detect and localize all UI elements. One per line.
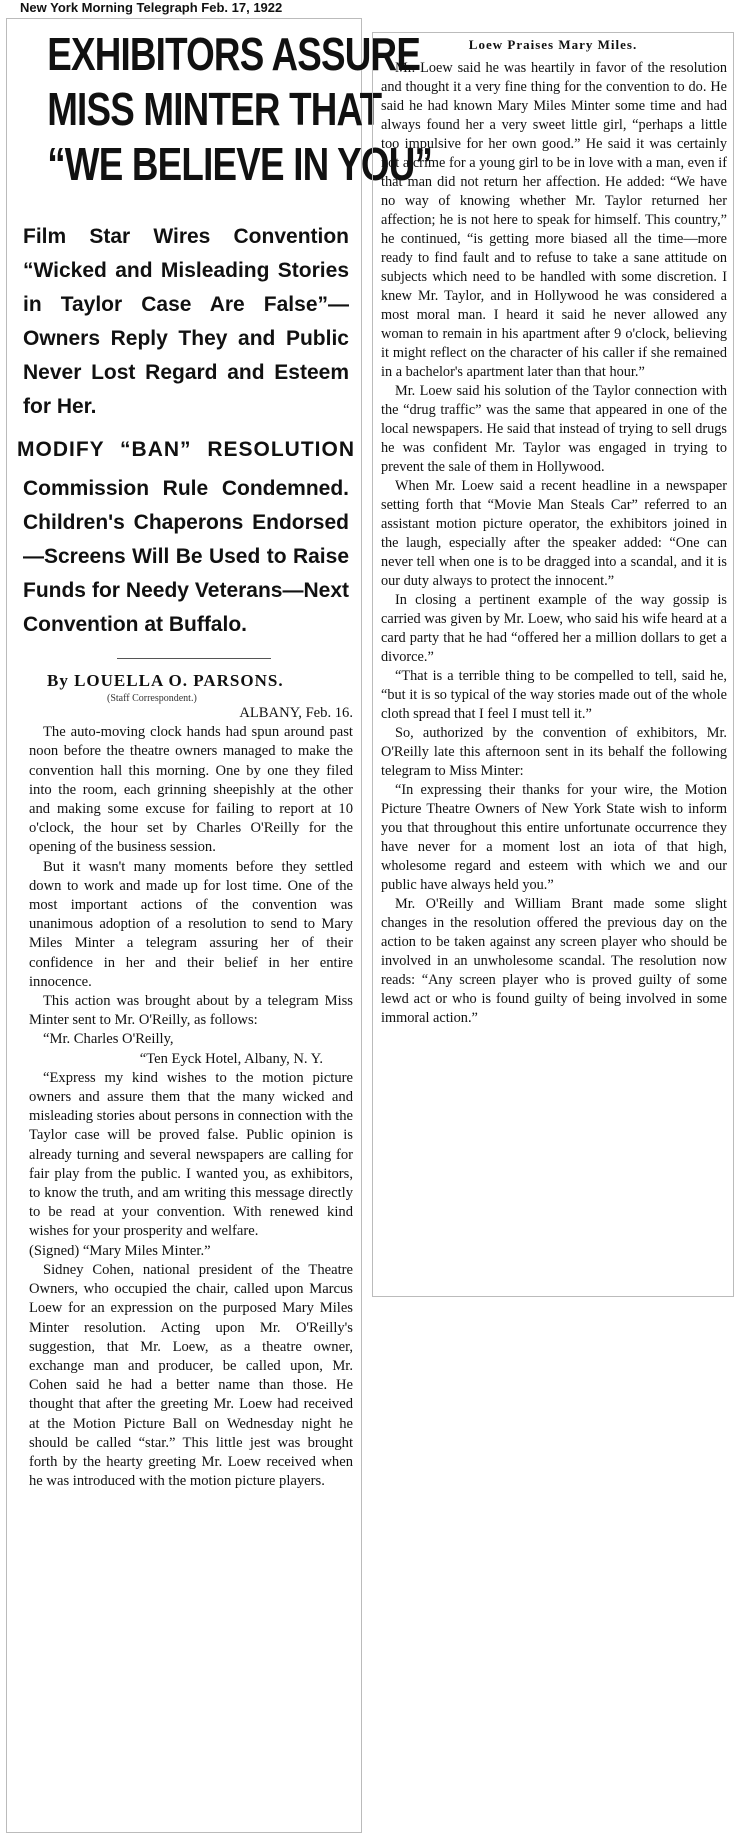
paragraph: Mr. Loew said his solution of the Taylor connection with the “drug traffic” was the same that appeared in one of the local newspapers. He said that instead of trying to sell drugs he was confident Mr. Taylor was engaged in trying to prevent the sale of them in Hollywood. xyxy=(381,383,727,475)
right-subhead: Loew Praises Mary Miles. xyxy=(468,37,638,52)
paragraph: Mr. O'Reilly and William Brant made some slight changes in the resolution offered the previous day on the action to be taken against any screen player who should be involved in an unwholesome scandal. The resolution now reads: “Any screen player who is proved guilty of some lewd act or who is found guilty of being involved in some immoral action.” xyxy=(381,896,727,1026)
left-column xyxy=(6,18,433,1833)
headline-line-2: MISS MINTER THAT xyxy=(47,83,382,135)
deck-2: Commission Rule Condemned. Children's Chaperons Endorsed—Screens Will Be Used to Raise Funds for Needy Veterans—Next Convention at Buffalo. xyxy=(23,477,349,636)
staff-correspondent: (Staff Correspondent.) xyxy=(107,693,197,704)
divider xyxy=(117,658,271,659)
telegram-address: “Ten Eyck Hotel, Albany, N. Y. xyxy=(139,1050,323,1067)
paragraph: “That is a terrible thing to be compelled to tell, said he, “but it is so typical of the way stories made out of the whole cloth spread that I feel I must tell it.” xyxy=(381,668,727,722)
telegram-to: “Mr. Charles O'Reilly, xyxy=(43,1031,174,1048)
paragraph: Sidney Cohen, national president of the Theatre Owners, who occupied the chair, called upon Marcus Loew for an expression on the purposed Mary Miles Minter resolution. Acting upon Mr. O'Reilly's suggestion, that Mr. Loew, as a theatre owner, exchange man and producer, be called upon, Mr. Cohen said he had a better name than those. He thought that after the greeting Mr. Loew had received at the Motion Picture Ball on Wednesday night he should be called “star.” This little jest was brought forth by the hearty greeting Mr. Loew received when he was introduced with the motion picture players. xyxy=(29,1261,353,1490)
right-body xyxy=(381,59,727,1028)
right-column xyxy=(372,32,734,1297)
paragraph: This action was brought about by a telegram Miss Minter sent to Mr. O'Reilly, as follows: xyxy=(29,993,353,1029)
deck-2-head: MODIFY “BAN” RESOLUTION xyxy=(17,438,355,461)
deck-1: Film Star Wires Convention “Wicked and Misleading Stories in Taylor Case Are False”—Owners Reply They and Public Never Lost Regard and Esteem for Her. xyxy=(23,225,349,418)
telegram-body: “Express my kind wishes to the motion picture owners and assure them that the many wicked and misleading stories about persons in connection with the Taylor case will be proved false. Public opinion is already turning and several newspapers are calling for fair play from the public. I wanted you, as exhibitors, to know the truth, and am writing this message directly to be read at your convention. With renewed kind wishes for your prosperity and welfare. xyxy=(29,1069,353,1240)
left-body xyxy=(29,704,353,1491)
paragraph: But it wasn't many moments before they settled down to work and made up for lost time. One of the most important actions of the convention was unanimous adoption of a resolution to send to Mary Miles Minter a telegram assuring her of their confidence in her and their belief in her entire innocence. xyxy=(29,858,353,990)
paragraph: In closing a pertinent example of the way gossip is carried was given by Mr. Loew, who said his wife heard at a card party that he had “offered her a million dollars to get a divorce.” xyxy=(381,592,727,665)
dateline: ALBANY, Feb. 16. xyxy=(239,705,353,721)
paragraph: “In expressing their thanks for your wire, the Motion Picture Theatre Owners of New York State wish to inform you that throughout this entire unfortunate occurrence they have never for a moment lost an iota of that high, wholesome regard and esteem with which we and our public have always held you.” xyxy=(381,782,727,893)
paragraph: The auto-moving clock hands had spun around past noon before the theatre owners managed to make the convention hall this morning. One by one they filed into the room, each grinning sheepishly at the other and making some excuse for failing to report at 10 o'clock, the hour set by Charles O'Reilly for the opening of the business session. xyxy=(29,724,353,856)
telegram-signed: (Signed) “Mary Miles Minter.” xyxy=(29,1242,211,1259)
headline-line-1: EXHIBITORS ASSURE xyxy=(47,28,421,80)
byline: By LOUELLA O. PARSONS. xyxy=(47,671,284,690)
paragraph: Mr. Loew said he was heartily in favor of the resolution and thought it a very fine thing for the convention to do. He said he had known Mary Miles Minter some time and had always found her a very sweet little girl, “perhaps a little too impulsive for her own good.” He said it was certainly not a crime for a young girl to be in love with a man, even if that man did not return her affection. He added: “We have no way of knowing whether Mr. Taylor returned her affection; he is not here to speak for himself. This country,” he continued, “is getting more biased all the time—more ready to find fault and to refuse to take a sane attitude on subjects which need to be handled with some discretion. I knew Mr. Taylor, and in Hollywood he was considered a most moral man. I heard it said he never allowed any woman to remain in his apartment after 9 o'clock, believing it might reflect on the character of his caller if she remained in a bachelor's apartment later than that hour.” xyxy=(381,60,727,380)
paragraph: So, authorized by the convention of exhibitors, Mr. O'Reilly late this afternoon sent in its behalf the following telegram to Miss Minter: xyxy=(381,725,727,779)
source-caption: New York Morning Telegraph Feb. 17, 1922 xyxy=(20,0,283,15)
headline-line-3: “WE BELIEVE IN YOU” xyxy=(47,138,433,190)
paragraph: When Mr. Loew said a recent headline in a newspaper setting forth that “Movie Man Steals Car” referred to an assistant motion picture operator, the exhibitors joined in the laugh, especially after the speaker added: “One can never tell when one is to be dragged into a scandal, and it is our duty always to protect the innocent.” xyxy=(381,478,727,589)
headline xyxy=(47,27,433,192)
